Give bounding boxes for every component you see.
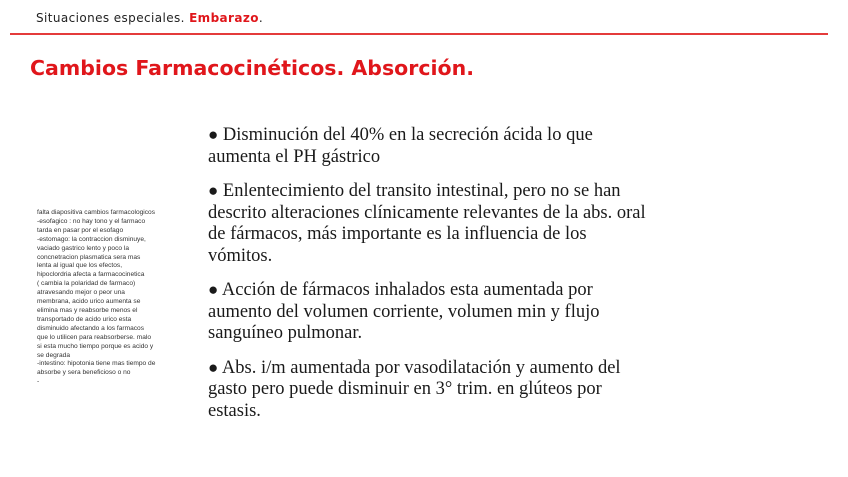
bullet-dot-icon: ● (208, 280, 219, 299)
note-line: atravesando mejor o peor una (37, 289, 125, 297)
bullet-text: descrito alteraciones clínicamente relevantes de la abs. oral (208, 202, 646, 223)
note-line: si esta mucho tiempo porque es acido y (37, 342, 154, 350)
bullet-text: Enlentecimiento del transito intestinal, pero no se han (222, 181, 621, 201)
section-header-prefix: Situaciones especiales. (36, 11, 190, 25)
bullet-text: aumenta el PH gástrico (208, 146, 381, 167)
bullet-line (208, 203, 678, 225)
bullet-text: estasis. (208, 400, 261, 421)
note-line: ( cambia la polaridad de farmaco) (37, 280, 136, 288)
note-line: se degrada (37, 351, 70, 359)
bullet-item (208, 124, 678, 168)
bullet-text: Acción de fármacos inhalados esta aumentada por (221, 280, 593, 300)
slide-title: Cambios Farmacocinéticos. Absorción. (30, 56, 474, 80)
bullet-line (208, 323, 678, 345)
bullet-line (208, 246, 678, 268)
bullet-line (208, 401, 678, 423)
note-line: membrana, acido urico aumenta se (37, 298, 141, 306)
bullet-line (208, 302, 678, 324)
bullet-text: sanguíneo pulmonar. (208, 323, 363, 343)
note-line: -esofagico : no hay tono y el farmaco (37, 217, 146, 225)
bullet-item (208, 180, 678, 267)
section-header-suffix: . (258, 11, 264, 25)
bullet-line (208, 124, 678, 147)
bullet-item (208, 279, 678, 345)
bullet-list (208, 124, 678, 434)
bullet-text: Disminución del 40% en la secreción ácida lo que (222, 125, 593, 145)
note-line: absorbe y sera beneficioso o no (37, 369, 131, 377)
note-line: lenta al igual que los efectos, (37, 262, 123, 270)
bullet-line (208, 180, 678, 203)
bullet-line (208, 357, 678, 380)
bullet-line (208, 279, 678, 302)
note-line: elimina mas y reabsorbe menos el (37, 306, 138, 314)
note-line: -estomago: la contraccion disminuye, (37, 235, 146, 243)
bullet-text: gasto pero puede disminuir en 3° trim. en glúteos por (208, 379, 602, 399)
bullet-text: Abs. i/m aumentada por vasodilatación y aumento del (221, 357, 621, 378)
note-line: falta diapositiva cambios farmacologicos (37, 209, 156, 216)
bullet-line (208, 147, 678, 169)
bullet-line (208, 224, 678, 246)
note-line: disminuido afectando a los farmacos (37, 324, 145, 332)
note-line: transportado de acido urico esta (37, 315, 132, 323)
note-line: tarda en pasar por el esofago (37, 226, 124, 234)
speaker-notes (37, 209, 177, 387)
note-line: -intestino: hipotonia tiene mas tiempo de (37, 360, 156, 368)
note-line: hipoclordria afecta a farmacocinetica (37, 271, 145, 279)
bullet-dot-icon: ● (208, 125, 219, 144)
header-divider (10, 33, 828, 35)
note-line: - (37, 378, 40, 386)
bullet-dot-icon: ● (208, 181, 219, 200)
bullet-text: vómitos. (208, 245, 273, 266)
section-header-accent: Embarazo (189, 11, 259, 25)
note-line: vaciado gastrico lento y poco la (37, 244, 130, 252)
bullet-item (208, 357, 678, 423)
bullet-dot-icon: ● (208, 357, 219, 377)
note-line: que lo utilicen para reabsorberse. malo (37, 333, 151, 341)
bullet-line (208, 379, 678, 401)
bullet-text: de fármacos, más importante es la influencia de los (208, 224, 587, 244)
section-header (36, 11, 263, 25)
note-line: concnetracion plasmatica sera mas (37, 253, 141, 261)
bullet-text: aumento del volumen corriente, volumen min y flujo (208, 301, 600, 322)
